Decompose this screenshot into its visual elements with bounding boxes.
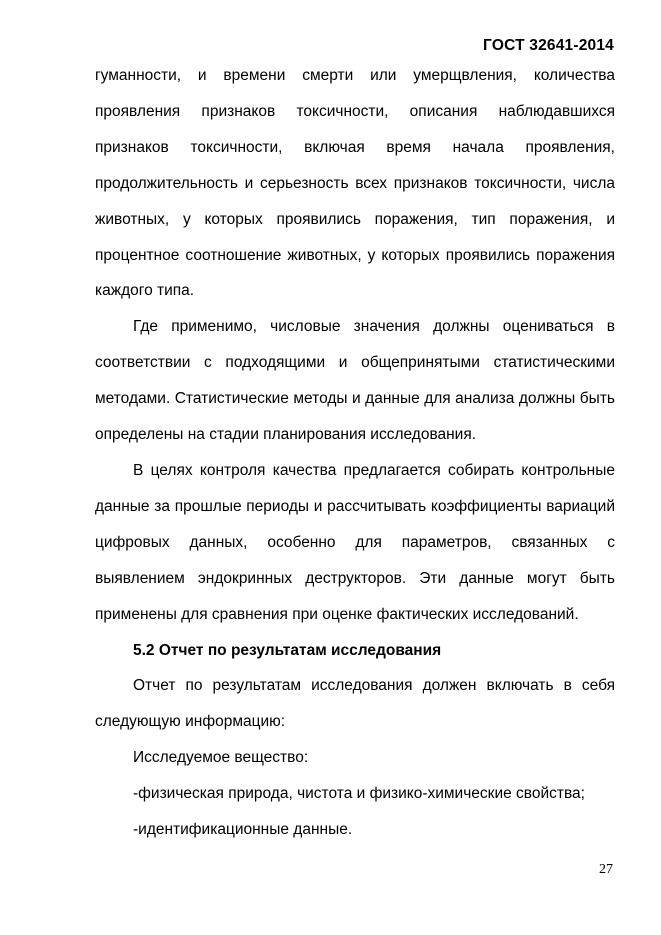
paragraph-continuation: гуманности, и времени смерти или умерщвления, количества проявления признаков токсичности, описания наблюдавшихся признаков токсичности, включая время начала проявления, продолжительность и серьезность всех признаков токсичности, числа животных, у которых проявились поражения, тип поражения, и процентное соотношение животных, у которых проявились поражения каждого типа.	[95, 67, 615, 300]
section-intro-paragraph: Отчет по результатам исследования должен включать в себя следующую информацию:	[95, 677, 615, 731]
list-title: Исследуемое вещество:	[133, 749, 309, 767]
section-heading: 5.2 Отчет по результатам исследования	[133, 641, 442, 659]
list-item: -физическая природа, чистота и физико-химические свойства;	[133, 785, 585, 803]
document-code-header: ГОСТ 32641-2014	[483, 37, 614, 54]
paragraph-statistics: Где применимо, числовые значения должны оцениваться в соответствии с подходящими и общепринятыми статистическими методами. Статистические методы и данные для анализа должны быть определены на стадии планирования исследования.	[95, 318, 615, 444]
page-number: 27	[599, 862, 613, 877]
page-body	[95, 58, 615, 848]
paragraph-quality-control: В целях контроля качества предлагается собирать контрольные данные за прошлые периоды и рассчитывать коэффициенты вариаций цифровых данных, особенно для параметров, связанных с выявлением эндокринных деструкторов. Эти данные могут быть применены для сравнения при оценке фактических исследований.	[95, 461, 615, 623]
list-item: -идентификационные данные.	[133, 821, 353, 839]
